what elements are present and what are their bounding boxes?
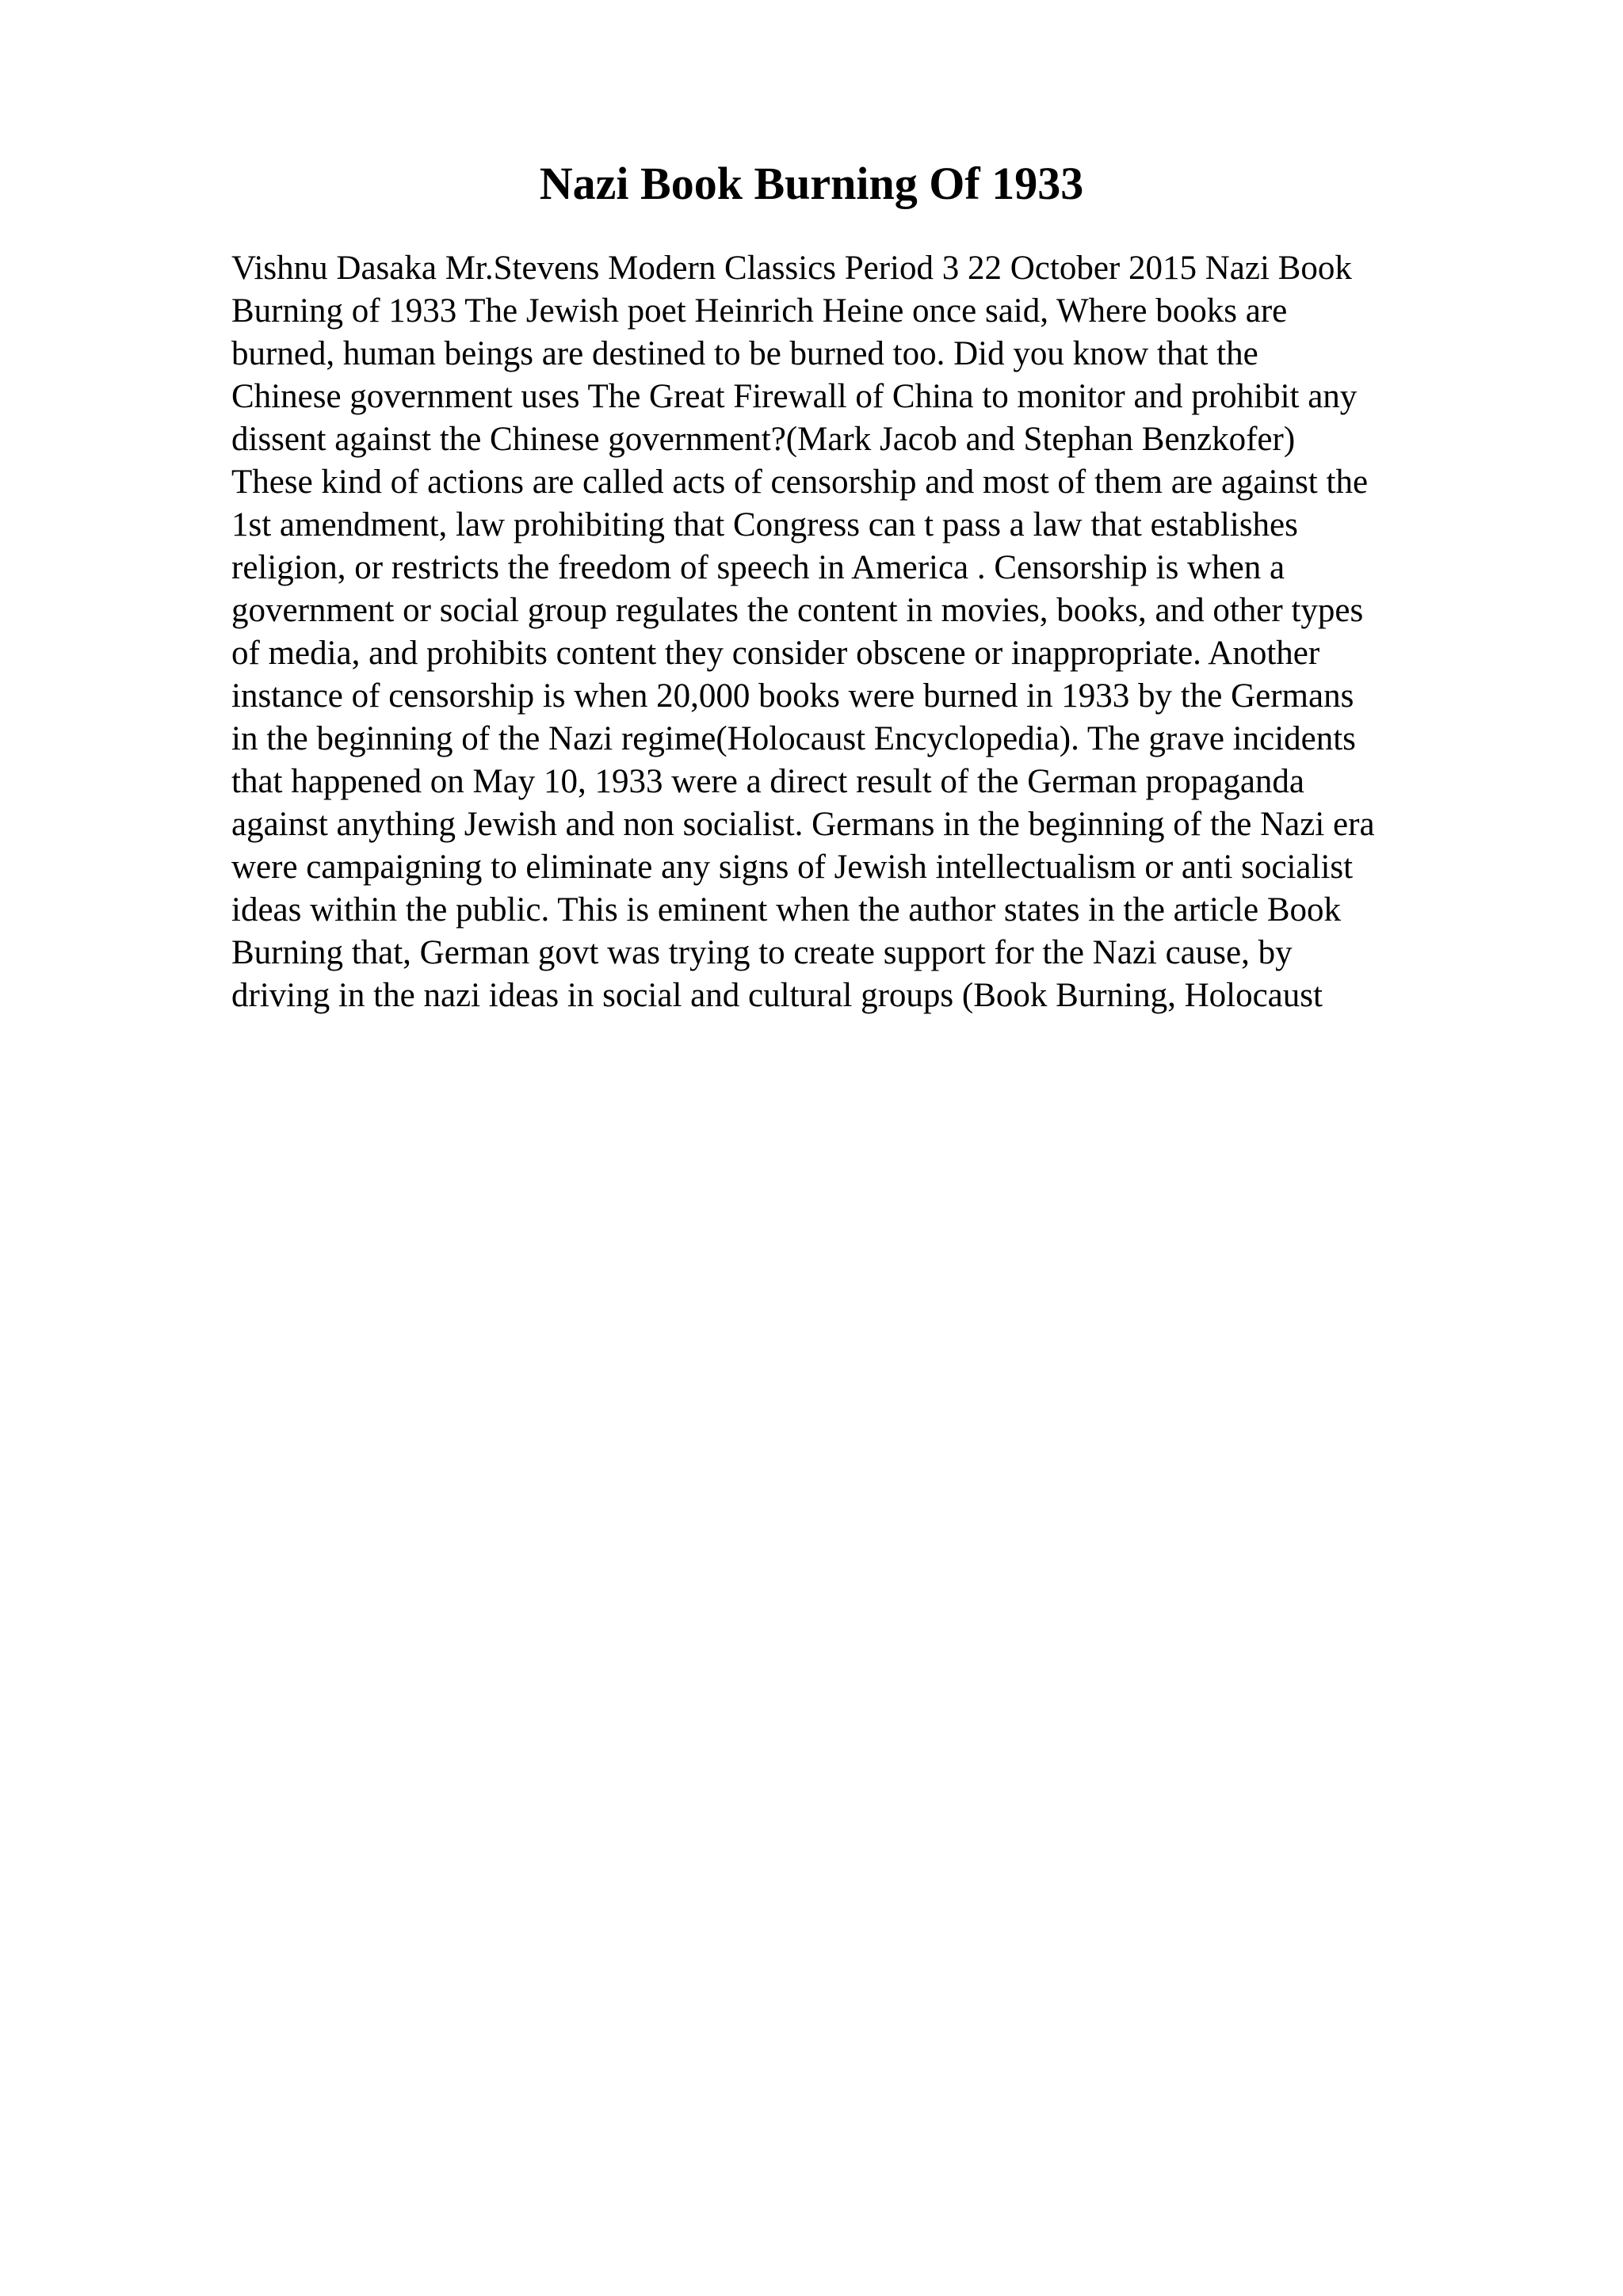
body-line: instance of censorship is when 20,000 books were burned in 1933 by the Germans bbox=[231, 677, 1354, 715]
body-line: that happened on May 10, 1933 were a direct result of the German propaganda bbox=[231, 763, 1305, 800]
essay-body bbox=[231, 247, 1484, 1017]
body-line: of media, and prohibits content they consider obscene or inappropriate. Another bbox=[231, 635, 1320, 672]
body-line: Vishnu Dasaka Mr.Stevens Modern Classics Period 3 22 October 2015 Nazi Book bbox=[231, 250, 1352, 287]
body-line: ideas within the public. This is eminent when the author states in the article Book bbox=[231, 891, 1341, 929]
body-line: These kind of actions are called acts of censorship and most of them are against the bbox=[231, 463, 1369, 501]
body-line: against anything Jewish and non socialist. Germans in the beginning of the Nazi era bbox=[231, 806, 1375, 843]
body-line: government or social group regulates the content in movies, books, and other types bbox=[231, 592, 1364, 629]
body-line: 1st amendment, law prohibiting that Congress can t pass a law that establishes bbox=[231, 506, 1298, 543]
document-title: Nazi Book Burning Of 1933 bbox=[539, 158, 1084, 209]
body-line: Chinese government uses The Great Firewall of China to monitor and prohibit any bbox=[231, 378, 1358, 415]
body-line: were campaigning to eliminate any signs of Jewish intellectualism or anti socialist bbox=[231, 849, 1354, 886]
body-line: dissent against the Chinese government?(Mark Jacob and Stephan Benzkofer) bbox=[231, 421, 1296, 458]
body-line: in the beginning of the Nazi regime(Holocaust Encyclopedia). The grave incidents bbox=[231, 720, 1356, 757]
body-line: religion, or restricts the freedom of speech in America . Censorship is when a bbox=[231, 549, 1285, 586]
body-line: Burning of 1933 The Jewish poet Heinrich Heine once said, Where books are bbox=[231, 292, 1288, 330]
body-line: driving in the nazi ideas in social and cultural groups (Book Burning, Holocaust bbox=[231, 977, 1323, 1014]
body-line: burned, human beings are destined to be burned too. Did you know that the bbox=[231, 335, 1258, 372]
body-line: Burning that, German govt was trying to create support for the Nazi cause, by bbox=[231, 934, 1293, 971]
